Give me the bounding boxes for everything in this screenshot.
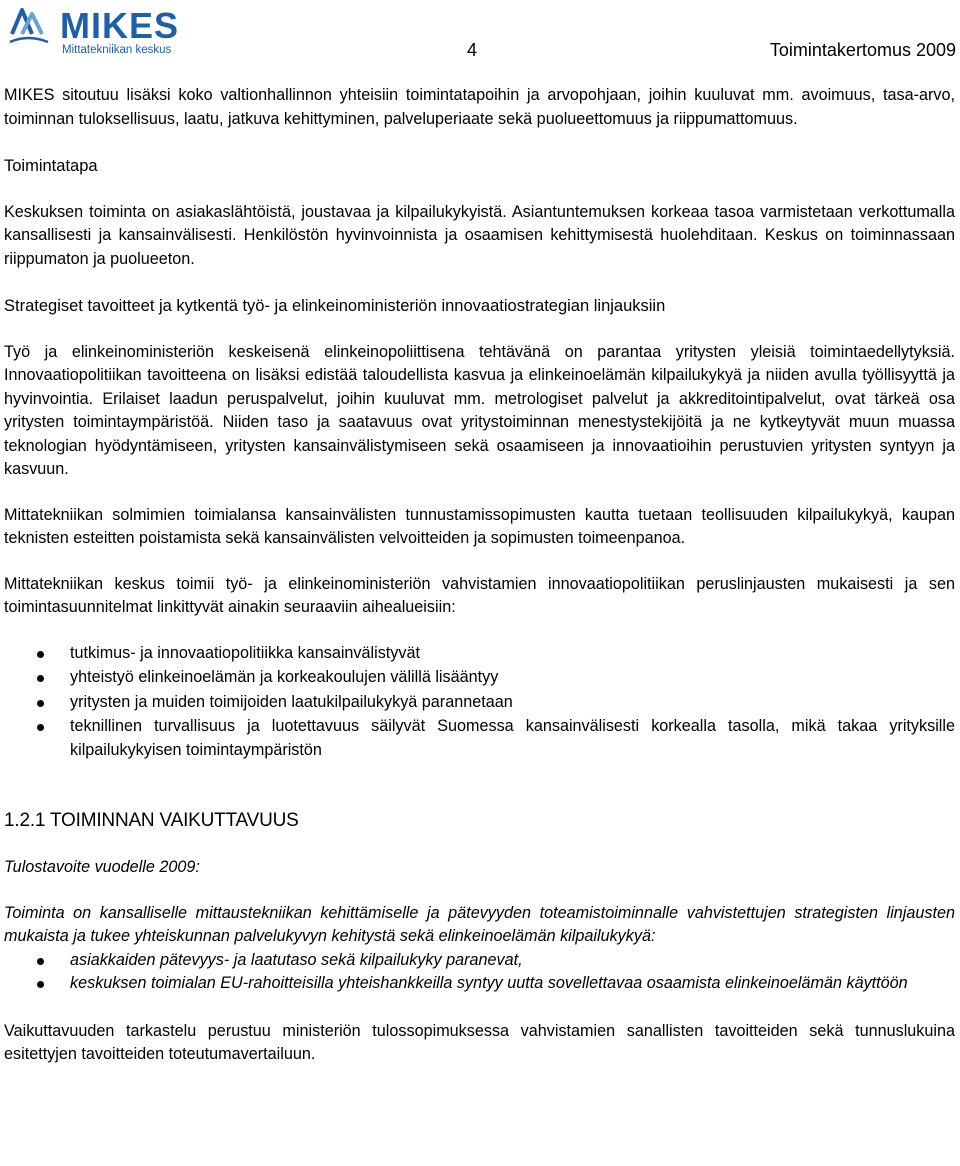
list-item: yhteistyö elinkeinoelämän ja korkeakoulujen välillä lisääntyy (4, 666, 955, 690)
mikes-logo (8, 4, 208, 56)
report-title: Toimintakertomus 2009 (769, 40, 956, 60)
page-header (0, 0, 960, 62)
logo-tagline: Mittatekniikan keskus (62, 44, 172, 56)
bullet-icon (37, 981, 44, 988)
intro-paragraph: MIKES sitoutuu lisäksi koko valtionhallinnon yhteisiin toimintatapoihin ja arvopohjaan, joihin kuuluvat mm. avoimuus, tasa-arvo, toiminnan tuloksellisuus, laatu, jatkuva kehittyminen, palveluperiaate sekä puolueettomuus ja riippumattomuus. (4, 86, 955, 128)
list-item: keskuksen toimialan EU-rahoitteisilla yhteishankkeilla syntyy uutta sovellettavaa osaamista elinkeinoelämän käyttöön (4, 972, 955, 996)
strategy-paragraph-1: Työ ja elinkeinoministeriön keskeisenä elinkeinopoliittisena tehtävänä on parantaa yritysten yleisiä toimintaedellytyksiä. Innovaatiopolitiikan tavoitteena on lisäksi edistää taloudellista kasvua ja elinkeinoelämän kilpailukykyä ja niiden avulla työllisyyttä ja hyvinvointia. Erilaiset laadun peruspalvelut, joihin kuuluvat mm. metrologiset palvelut ja akkreditointipalvelut, ovat tärkeä osa yritysten toimintaympäristöä. Niiden taso ja saatavuus ovat yritystoiminnan menestystekijöitä ja ne kytkeytyvät muun muassa teknologian hyödyntämiseen, yritysten kansainvälistymiseen sekä osaamiseen ja innovaatioihin perustuvien yritysten syntyyn ja kasvuun. (4, 342, 955, 478)
strategy-paragraph-3: Mittatekniikan keskus toimii työ- ja elinkeinoministeriön vahvistamien innovaatiopolitiikan peruslinjausten mukaisesti ja sen toimintasuunnitelmat linkittyvät ainakin seuraaviin aihealueisiin: (4, 574, 955, 616)
bullet-icon (37, 958, 44, 965)
strategy-heading: Strategiset tavoitteet ja kytkentä työ- ja elinkeinoministeriön innovaatiostrategian linjauksiin (4, 297, 666, 315)
bullet-icon (37, 724, 44, 731)
closing-paragraph: Vaikuttavuuden tarkastelu perustuu ministeriön tulossopimuksessa vahvistamien sanallisten tavoitteiden sekä tunnuslukuina esitettyjen tavoitteiden toteutumavertailuun. (4, 1021, 955, 1063)
tulostavoite-heading: Tulostavoite vuodelle 2009: (4, 858, 200, 876)
logo-wordmark: MIKES (60, 5, 180, 46)
list-item: teknillinen turvallisuus ja luotettavuus säilyvät Suomessa kansainvälisesti korkealla tasolla, mikä takaa yrityksille kilpailukykyisen toimintaympäristön (4, 715, 955, 762)
list-item: yritysten ja muiden toimijoiden laatukilpailukykyä parannetaan (4, 691, 955, 715)
list-item: tutkimus- ja innovaatiopolitiikka kansainvälistyvät (4, 642, 955, 666)
bullet-icon (37, 675, 44, 682)
strategy-bullet-list (4, 642, 955, 763)
section-heading: 1.2.1 TOIMINNAN VAIKUTTAVUUS (4, 810, 299, 831)
page-number: 4 (467, 40, 478, 60)
tulostavoite-bullet-list (4, 949, 955, 996)
toimintatapa-paragraph: Keskuksen toiminta on asiakaslähtöistä, joustavaa ja kilpailukykyistä. Asiantuntemuksen korkeaa tasoa varmistetaan verkottumalla kansallisesti ja kansainvälisesti. Henkilöstön hyvinvoinnista ja osaamisen kehittymisestä huolehditaan. Keskus on toiminnassaan riippumaton ja puolueeton. (4, 202, 955, 268)
strategy-paragraph-2: Mittatekniikan solmimien toimialansa kansainvälisten tunnustamissopimusten kautta tuetaan teollisuuden kilpailukykyä, kaupan teknisten esteitten poistamista sekä kansainvälisten velvoitteiden ja sopimusten toimeenpanoa. (4, 505, 955, 547)
bullet-icon (37, 700, 44, 707)
tulostavoite-paragraph: Toiminta on kansalliselle mittaustekniikan kehittämiselle ja pätevyyden toteamistoiminnalle vahvistettujen strategisten linjausten mukaista ja tukee yhteiskunnan palvelukyvyn kehitystä sekä elinkeinoelämän kilpailukykyä: (4, 903, 955, 945)
toimintatapa-heading: Toimintatapa (4, 157, 98, 175)
tulostavoite-block (4, 856, 955, 996)
document-body (4, 84, 955, 1067)
bullet-icon (37, 651, 44, 658)
list-item: asiakkaiden pätevyys- ja laatutaso sekä kilpailukyky paranevat, (4, 949, 955, 973)
